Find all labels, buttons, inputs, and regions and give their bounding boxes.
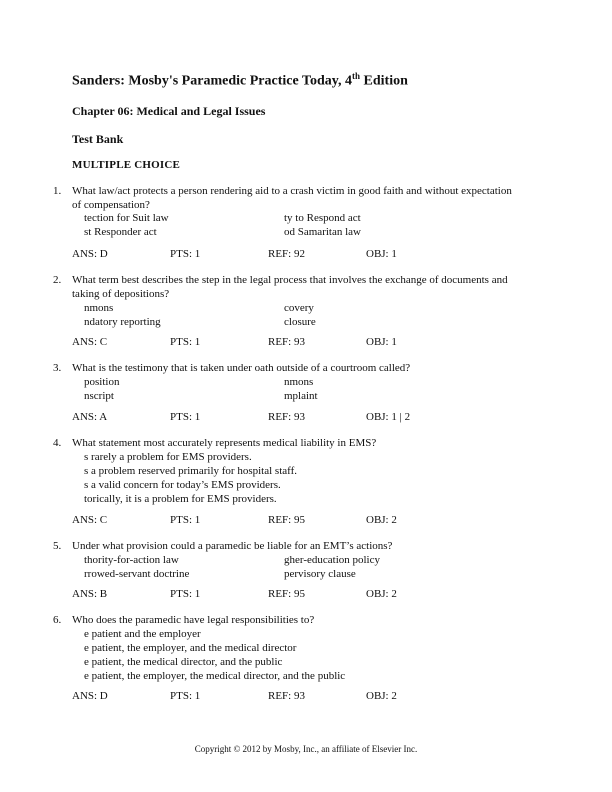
option-b: ty to Respond act [284,212,361,224]
answer: ANS: C [72,514,108,526]
option-c: ndatory reporting [84,316,161,328]
option-d: od Samaritan law [284,226,361,238]
answer: ANS: C [72,336,108,348]
section-heading: MULTIPLE CHOICE [72,159,181,171]
objective: OBJ: 2 [366,514,397,526]
question-number: 4. [53,437,62,449]
question-text: What law/act protects a person rendering aid to a crash victim in good faith and without expectation of compensation? [72,185,512,211]
option-b: gher-education policy [284,554,380,566]
test-bank-heading: Test Bank [72,132,124,146]
answer: ANS: D [72,248,108,260]
points: PTS: 1 [170,690,201,702]
question-text: Who does the paramedic have legal responsibilities to? [72,614,315,626]
option-d: mplaint [284,390,318,402]
question-number: 1. [53,185,62,197]
option-d: torically, it is a problem for EMS providers. [84,493,277,505]
option-b: s a problem reserved primarily for hospital staff. [84,465,298,477]
chapter-heading: Chapter 06: Medical and Legal Issues [72,104,266,118]
option-d: closure [284,316,316,328]
option-c: st Responder act [84,226,157,238]
reference: REF: 93 [268,411,305,423]
option-a: thority-for-action law [84,554,179,566]
points: PTS: 1 [170,248,201,260]
option-b: covery [284,302,314,314]
points: PTS: 1 [170,336,201,348]
option-c: nscript [84,390,114,402]
objective: OBJ: 2 [366,690,397,702]
objective: OBJ: 1 [366,336,397,348]
reference: REF: 95 [268,588,305,600]
reference: REF: 93 [268,690,305,702]
question-number: 6. [53,614,62,626]
book-title: Sanders: Mosby's Paramedic Practice Today, 4th Edition [72,71,408,89]
option-a: nmons [84,302,114,314]
option-b: e patient, the employer, and the medical director [84,642,297,654]
question-text: What statement most accurately represents medical liability in EMS? [72,437,377,449]
reference: REF: 93 [268,336,305,348]
objective: OBJ: 1 [366,248,397,260]
points: PTS: 1 [170,588,201,600]
reference: REF: 95 [268,514,305,526]
objective: OBJ: 2 [366,588,397,600]
reference: REF: 92 [268,248,305,260]
option-a: e patient and the employer [84,628,201,640]
points: PTS: 1 [170,411,201,423]
option-c: s a valid concern for today’s EMS providers. [84,479,281,491]
objective: OBJ: 1 | 2 [366,411,411,423]
question-text: Under what provision could a paramedic be liable for an EMT’s actions? [72,540,393,552]
option-a: s rarely a problem for EMS providers. [84,451,252,463]
option-c: rrowed-servant doctrine [84,568,190,580]
question-number: 5. [53,540,62,552]
question-number: 3. [53,362,62,374]
option-d: pervisory clause [284,568,356,580]
answer: ANS: B [72,588,108,600]
answer: ANS: A [72,411,108,423]
option-a: position [84,376,120,388]
option-b: nmons [284,376,314,388]
question-text: What is the testimony that is taken under oath outside of a courtroom called? [72,362,411,374]
question-text: What term best describes the step in the legal process that involves the exchange of documents and taking of depositions? [72,274,508,300]
answer: ANS: D [72,690,108,702]
points: PTS: 1 [170,514,201,526]
option-d: e patient, the employer, the medical director, and the public [84,670,346,682]
option-a: tection for Suit law [84,212,169,224]
question-number: 2. [53,274,62,286]
copyright-footer: Copyright © 2012 by Mosby, Inc., an affiliate of Elsevier Inc. [194,744,418,754]
option-c: e patient, the medical director, and the public [84,656,283,668]
